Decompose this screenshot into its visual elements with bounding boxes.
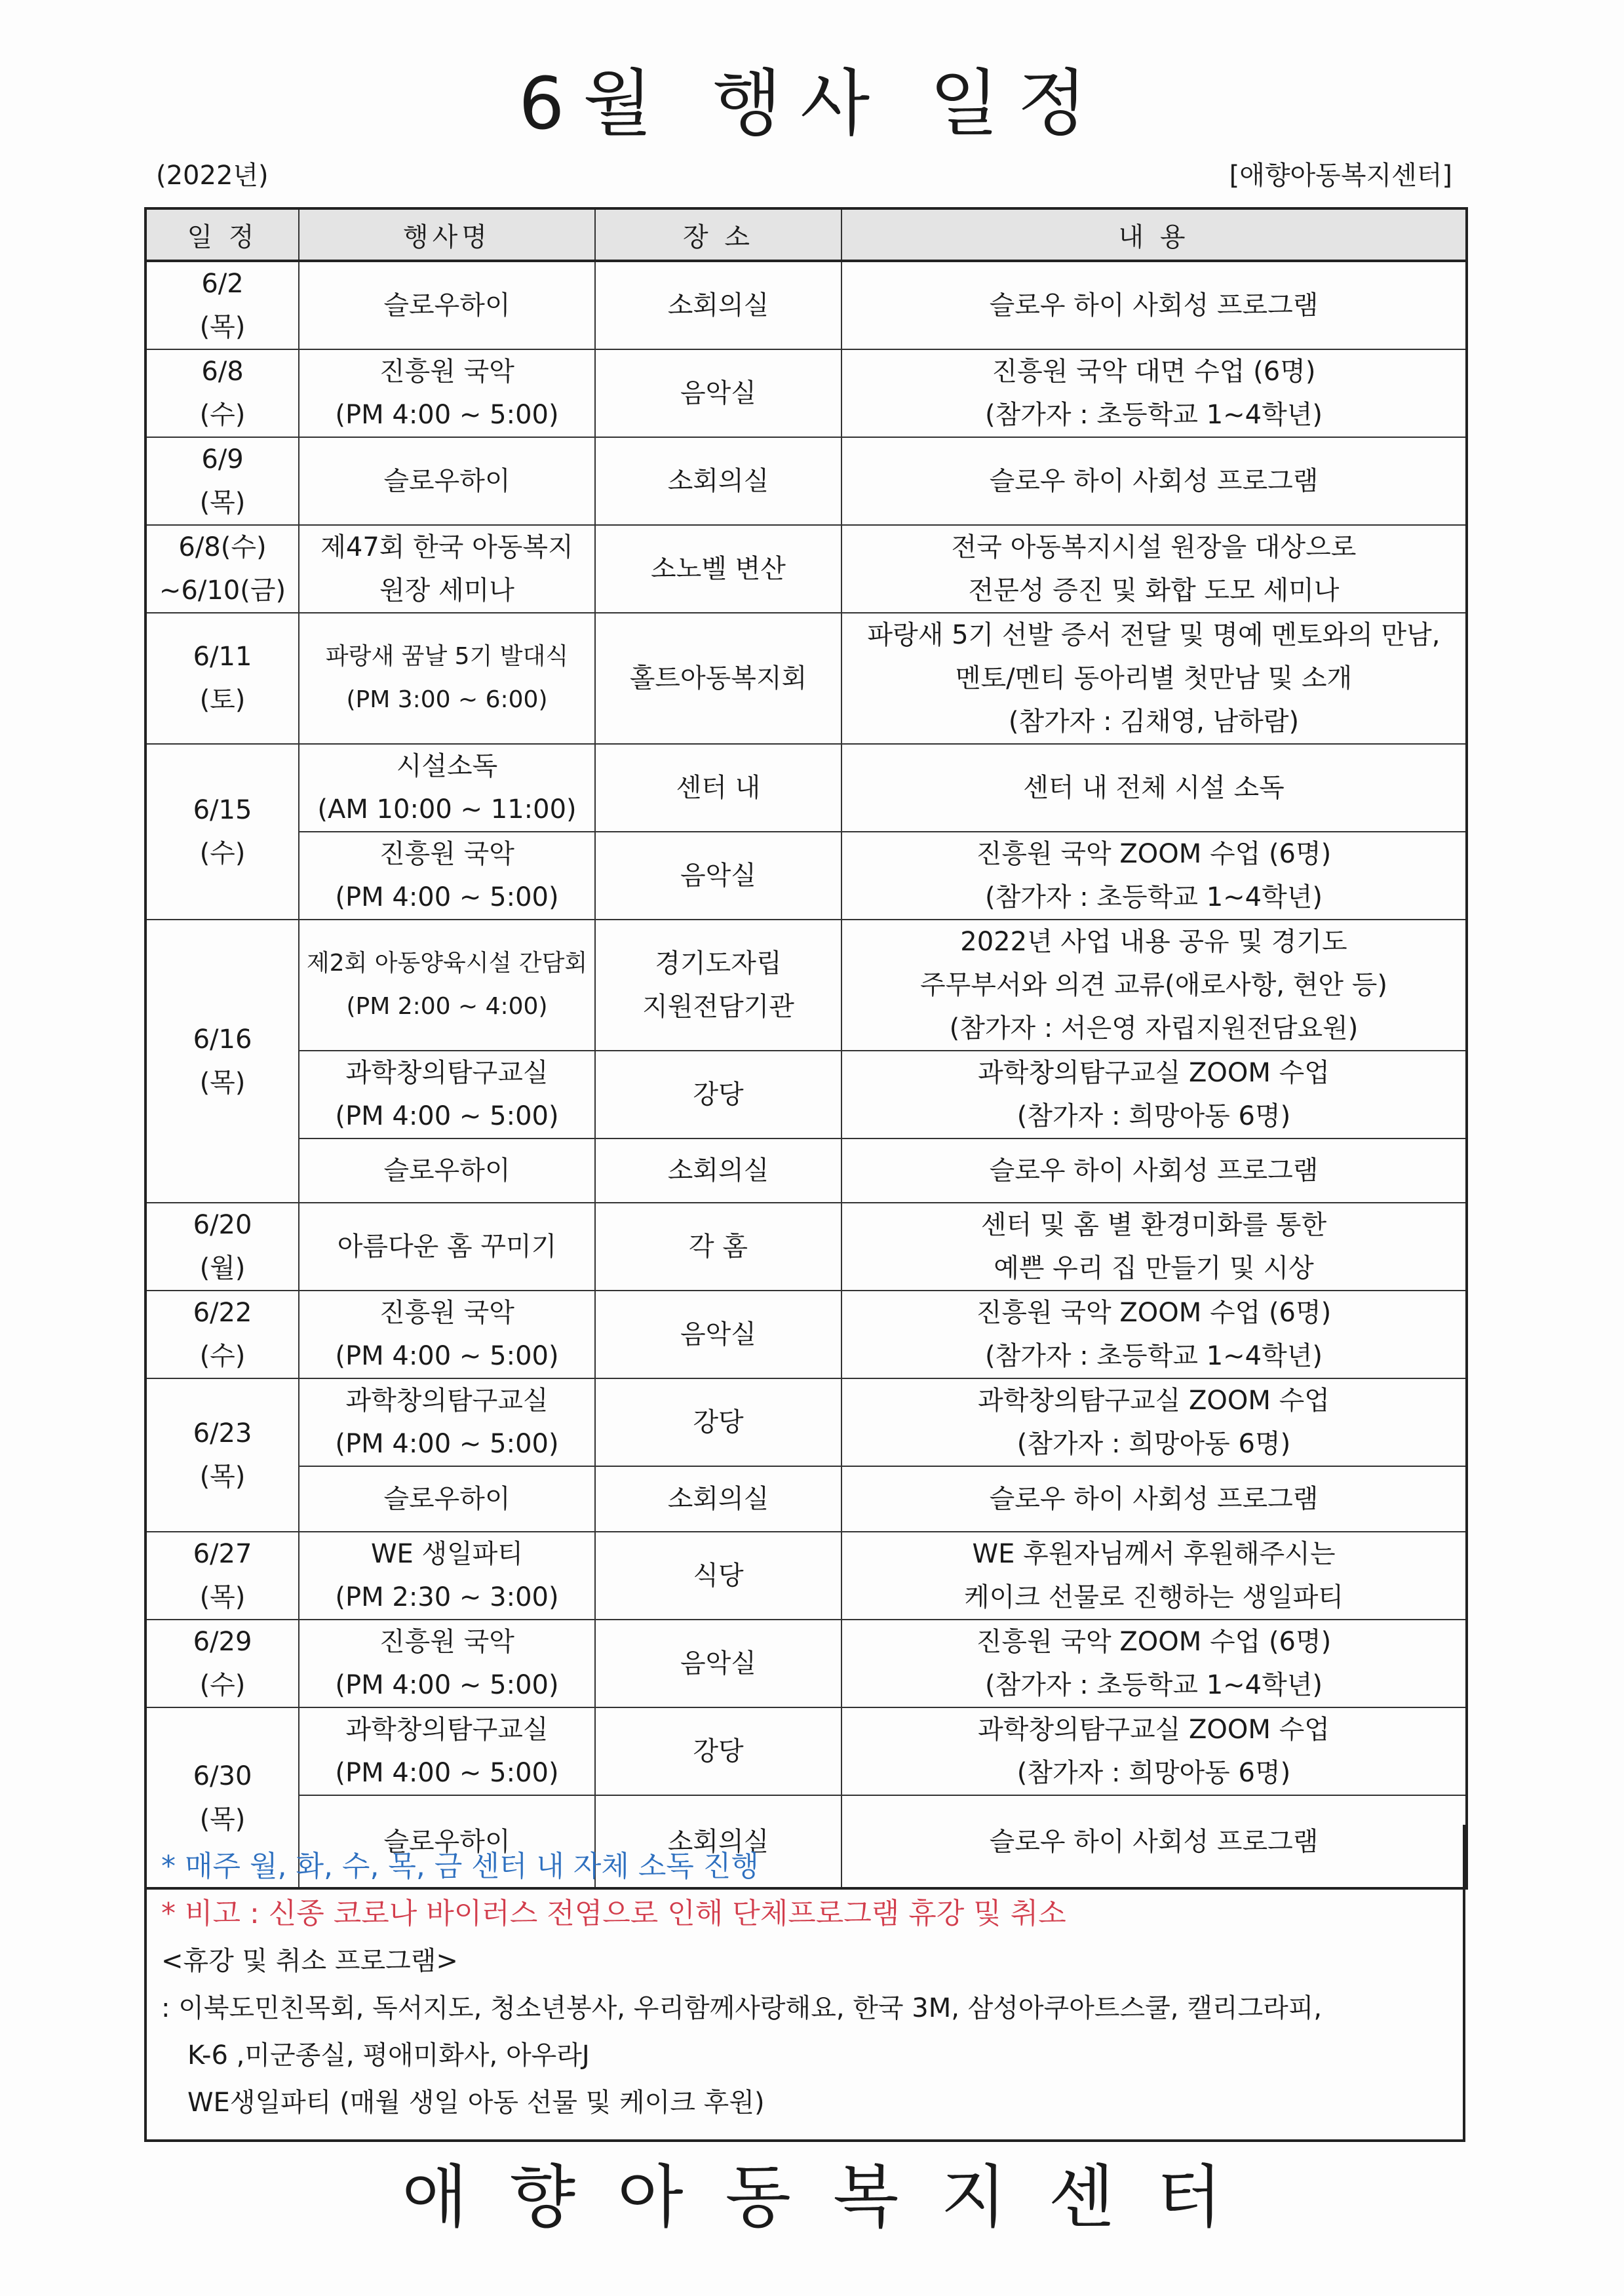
date-cell: 6/22 (수): [145, 1291, 299, 1378]
table-row: [145, 832, 1467, 920]
place-cell: 음악실: [595, 1620, 841, 1707]
content-cell: 슬로우 하이 사회성 프로그램: [841, 261, 1467, 349]
date-cell: 6/20 (월): [145, 1203, 299, 1291]
table-row: [145, 920, 1467, 1051]
event-cell: 파랑새 꿈날 5기 발대식 (PM 3:00 ~ 6:00): [299, 613, 595, 744]
cancel-list-line: K-6 ,미군종실, 평애미화사, 아우라J: [187, 2040, 590, 2071]
place-cell: 강당: [595, 1707, 841, 1795]
date-cell: 6/9 (목): [145, 437, 299, 525]
date-cell: 6/27 (목): [145, 1532, 299, 1620]
table-row: [145, 261, 1467, 349]
header-place: 장 소: [595, 208, 841, 261]
event-cell: 과학창의탐구교실 (PM 4:00 ~ 5:00): [299, 1707, 595, 1795]
header-content: 내 용: [841, 208, 1467, 261]
content-cell: 과학창의탐구교실 ZOOM 수업 (참가자 : 희망아동 6명): [841, 1378, 1467, 1466]
notes-box: [144, 1825, 1465, 2142]
date-cell: 6/8(수) ~6/10(금): [145, 525, 299, 613]
header-event: 행사명: [299, 208, 595, 261]
content-cell: 파랑새 5기 선발 증서 전달 및 명예 멘토와의 만남, 멘토/멘티 동아리별 첫만남 및 소개 (참가자 : 김채영, 남하람): [841, 613, 1467, 744]
table-row: [145, 1138, 1467, 1203]
event-cell: WE 생일파티 (PM 2:30 ~ 3:00): [299, 1532, 595, 1620]
place-cell: 홀트아동복지회: [595, 613, 841, 744]
event-cell: 시설소독 (AM 10:00 ~ 11:00): [299, 744, 595, 832]
date-cell: 6/15 (수): [145, 744, 299, 920]
content-cell: 슬로우 하이 사회성 프로그램: [841, 1466, 1467, 1532]
cancel-list-line: WE생일파티 (매월 생일 아동 선물 및 케이크 후원): [187, 2088, 765, 2118]
place-cell: 강당: [595, 1051, 841, 1138]
place-cell: 소회의실: [595, 1138, 841, 1203]
place-cell: 각 홈: [595, 1203, 841, 1291]
event-cell: 슬로우하이: [299, 261, 595, 349]
date-cell: 6/8 (수): [145, 349, 299, 437]
event-cell: 진흥원 국악 (PM 4:00 ~ 5:00): [299, 349, 595, 437]
place-cell: 소노벨 변산: [595, 525, 841, 613]
table-row: [145, 1378, 1467, 1466]
event-cell: 아름다운 홈 꾸미기: [299, 1203, 595, 1291]
content-cell: 센터 및 홈 별 환경미화를 통한 예쁜 우리 집 만들기 및 시상: [841, 1203, 1467, 1291]
schedule-table: [144, 207, 1468, 1890]
content-cell: 전국 아동복지시설 원장을 대상으로 전문성 증진 및 화합 도모 세미나: [841, 525, 1467, 613]
disinfection-note: * 매주 월, 화, 수, 목, 금 센터 내 자체 소독 진행: [161, 1850, 759, 1883]
event-cell: 슬로우하이: [299, 1138, 595, 1203]
place-cell: 음악실: [595, 349, 841, 437]
table-row: [145, 1620, 1467, 1707]
content-cell: 진흥원 국악 대면 수업 (6명) (참가자 : 초등학교 1~4학년): [841, 349, 1467, 437]
content-cell: 진흥원 국악 ZOOM 수업 (6명) (참가자 : 초등학교 1~4학년): [841, 1291, 1467, 1378]
table-row: [145, 1707, 1467, 1795]
event-cell: 진흥원 국악 (PM 4:00 ~ 5:00): [299, 832, 595, 920]
date-cell: 6/11 (토): [145, 613, 299, 744]
cancel-header: <휴강 및 취소 프로그램>: [161, 1946, 458, 1976]
table-row: [145, 744, 1467, 832]
event-cell: 슬로우하이: [299, 1466, 595, 1532]
place-cell: 경기도자립 지원전담기관: [595, 920, 841, 1051]
place-cell: 식당: [595, 1532, 841, 1620]
content-cell: 과학창의탐구교실 ZOOM 수업 (참가자 : 희망아동 6명): [841, 1707, 1467, 1795]
event-cell: 진흥원 국악 (PM 4:00 ~ 5:00): [299, 1620, 595, 1707]
header-row: [145, 208, 1467, 261]
organization-label: [애향아동복지센터]: [1229, 161, 1452, 191]
year-label: (2022년): [156, 161, 269, 191]
place-cell: 소회의실: [595, 261, 841, 349]
place-cell: 소회의실: [595, 1466, 841, 1532]
place-cell: 소회의실: [595, 437, 841, 525]
date-cell: 6/29 (수): [145, 1620, 299, 1707]
date-cell: 6/30 (목): [145, 1707, 299, 1888]
table-row: [145, 437, 1467, 525]
content-cell: 슬로우 하이 사회성 프로그램: [841, 437, 1467, 525]
event-cell: 제2회 아동양육시설 간담회 (PM 2:00 ~ 4:00): [299, 920, 595, 1051]
table-row: [145, 1291, 1467, 1378]
table-row: [145, 613, 1467, 744]
event-cell: 슬로우하이: [299, 1795, 595, 1888]
table-row: [145, 1203, 1467, 1291]
table-row: [145, 1532, 1467, 1620]
page-title: 6월 행사 일정: [518, 62, 1106, 146]
place-cell: 음악실: [595, 1291, 841, 1378]
remark-note: * 비고 : 신종 코로나 바이러스 전염으로 인해 단체프로그램 휴강 및 취소: [161, 1897, 1066, 1930]
content-cell: 슬로우 하이 사회성 프로그램: [841, 1795, 1467, 1888]
event-cell: 진흥원 국악 (PM 4:00 ~ 5:00): [299, 1291, 595, 1378]
date-cell: 6/16 (목): [145, 920, 299, 1203]
place-cell: 음악실: [595, 832, 841, 920]
date-cell: 6/2 (목): [145, 261, 299, 349]
content-cell: 진흥원 국악 ZOOM 수업 (6명) (참가자 : 초등학교 1~4학년): [841, 832, 1467, 920]
content-cell: 2022년 사업 내용 공유 및 경기도 주무부서와 의견 교류(애로사항, 현안 등) (참가자 : 서은영 자립지원전담요원): [841, 920, 1467, 1051]
event-cell: 제47회 한국 아동복지 원장 세미나: [299, 525, 595, 613]
footer-organization: 애향아동복지센터: [402, 2157, 1264, 2237]
event-cell: 과학창의탐구교실 (PM 4:00 ~ 5:00): [299, 1051, 595, 1138]
place-cell: 강당: [595, 1378, 841, 1466]
content-cell: 센터 내 전체 시설 소독: [841, 744, 1467, 832]
content-cell: 진흥원 국악 ZOOM 수업 (6명) (참가자 : 초등학교 1~4학년): [841, 1620, 1467, 1707]
place-cell: 소회의실: [595, 1795, 841, 1888]
table-row: [145, 1051, 1467, 1138]
date-cell: 6/23 (목): [145, 1378, 299, 1532]
table-row: [145, 1466, 1467, 1532]
content-cell: 슬로우 하이 사회성 프로그램: [841, 1138, 1467, 1203]
table-row: [145, 525, 1467, 613]
table-row: [145, 349, 1467, 437]
content-cell: WE 후원자님께서 후원해주시는 케이크 선물로 진행하는 생일파티: [841, 1532, 1467, 1620]
cancel-list-line: : 이북도민친목회, 독서지도, 청소년봉사, 우리함께사랑해요, 한국 3M, 삼성아쿠아트스쿨, 캘리그라피,: [161, 1993, 1323, 2023]
event-cell: 과학창의탐구교실 (PM 4:00 ~ 5:00): [299, 1378, 595, 1466]
event-cell: 슬로우하이: [299, 437, 595, 525]
content-cell: 과학창의탐구교실 ZOOM 수업 (참가자 : 희망아동 6명): [841, 1051, 1467, 1138]
header-date: 일 정: [145, 208, 299, 261]
place-cell: 센터 내: [595, 744, 841, 832]
